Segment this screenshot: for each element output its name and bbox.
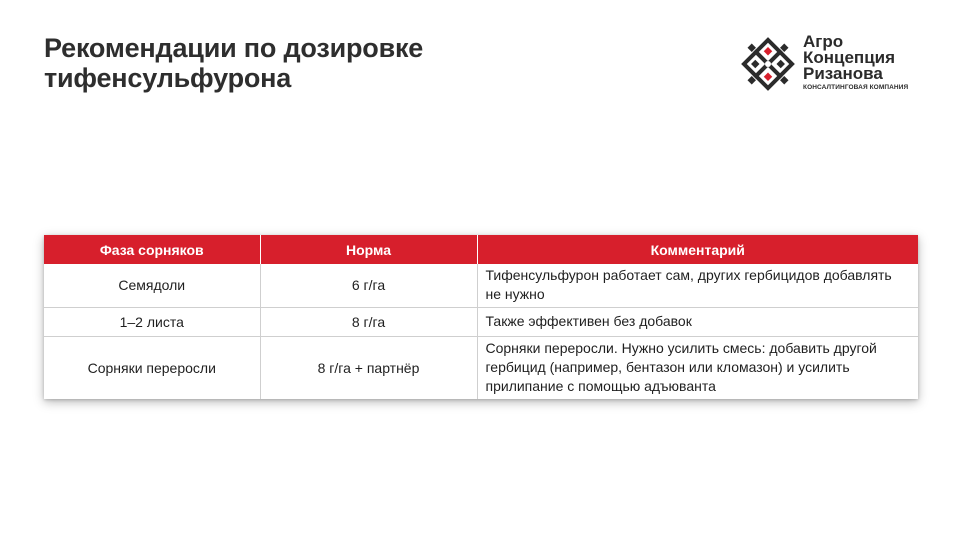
table-row [44,308,918,337]
logo-subtitle: КОНСАЛТИНГОВАЯ КОМПАНИЯ [803,84,909,91]
cell-comment: Также эффективен без добавок [477,308,918,337]
page-title [44,33,564,93]
cell-rate: 8 г/га + партнёр [260,337,477,400]
cell-weed-phase: 1–2 листа [44,308,260,337]
logo-text-line-2: Концепция [803,48,896,67]
header-comment: Комментарий [477,235,918,264]
cell-comment: Сорняки переросли. Нужно усилить смесь: добавить другой гербицид (например, бентазон или кломазон) и усилить прилипание с помощью адъюванта [485,340,877,394]
logo-text-line-3: Ризанова [803,64,883,83]
cell-rate: 6 г/га [260,264,477,308]
page-title-line-1: Рекомендации по дозировке [44,33,424,63]
header-weed-phase: Фаза сорняков [44,235,260,264]
table-row [44,264,918,308]
header-rate: Норма [260,235,477,264]
ornament-logo-icon [738,34,798,94]
cell-rate: 8 г/га [260,308,477,337]
cell-comment: Тифенсульфурон работает сам, других гербицидов добавлять не нужно [477,264,918,308]
dosage-table [44,235,918,399]
table-header-row [44,235,918,264]
table-row [44,337,918,400]
company-logo [738,34,928,96]
logo-text-line-1: Агро [803,32,844,51]
page-title-line-2: тифенсульфурона [44,63,292,93]
cell-weed-phase: Сорняки переросли [44,337,260,400]
cell-weed-phase: Семядоли [44,264,260,308]
